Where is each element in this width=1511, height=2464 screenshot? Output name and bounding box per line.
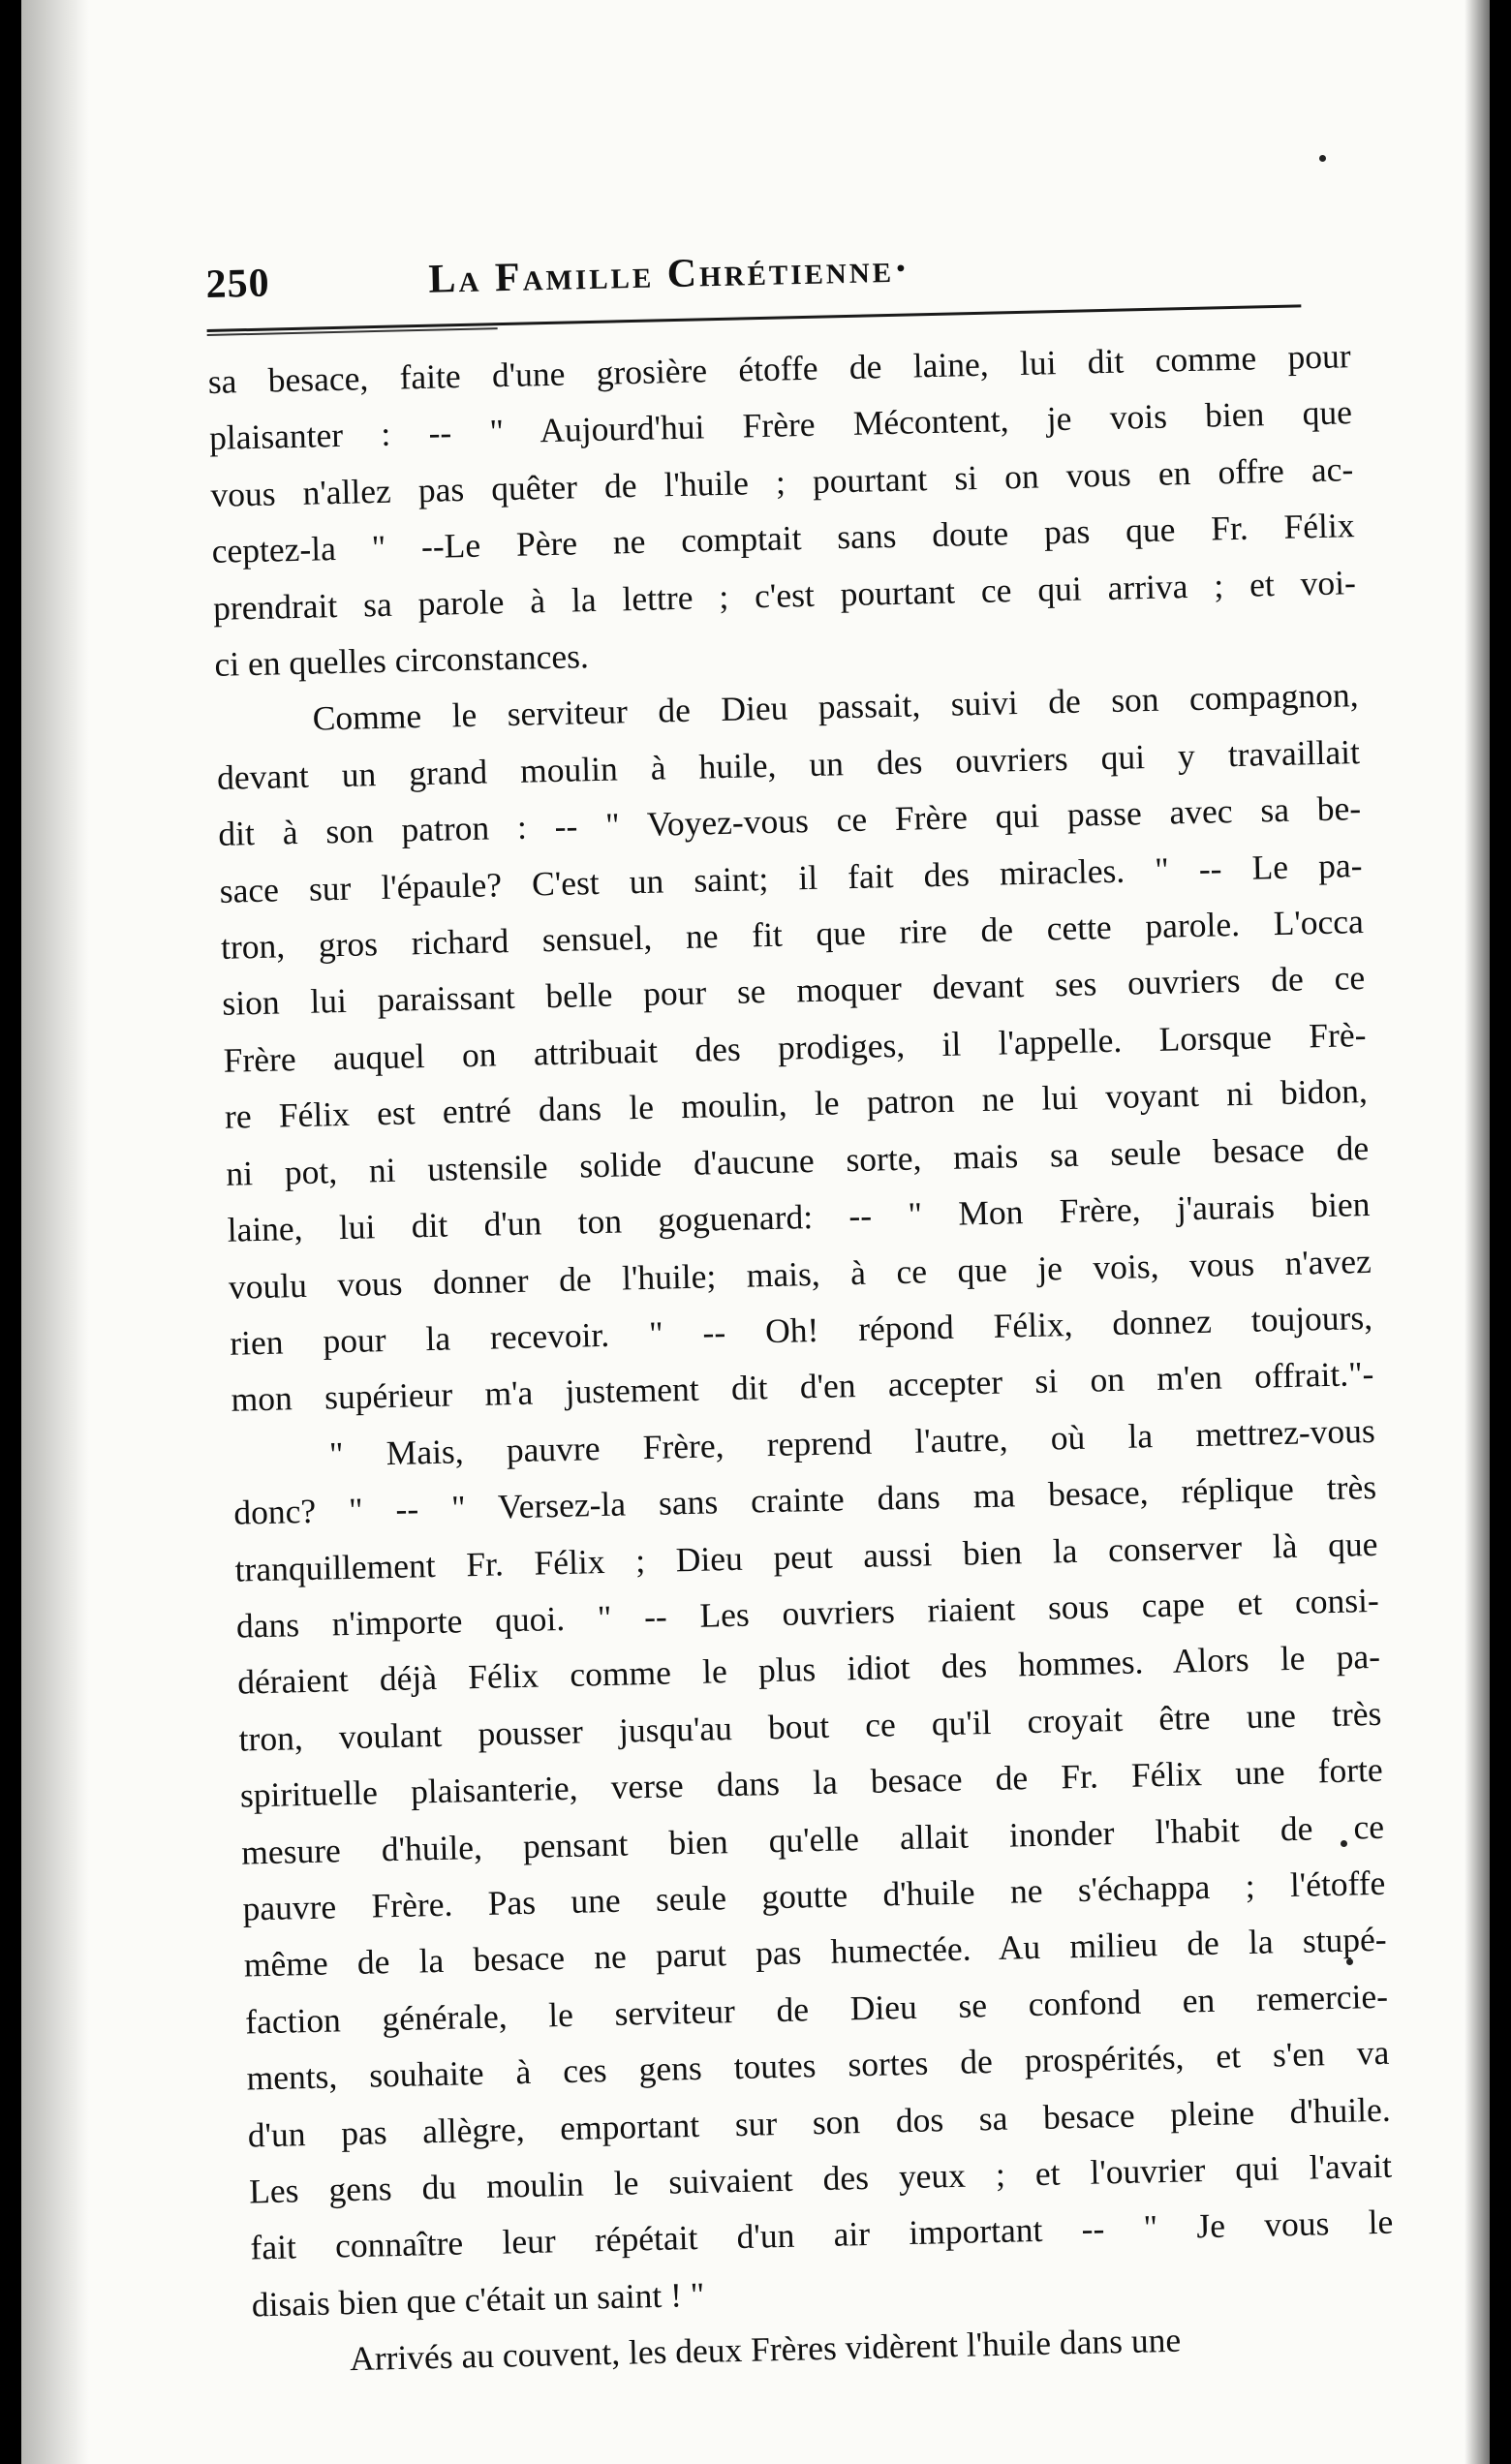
text-line: spirituelle plaisanterie, verse dans la besace de Fr. Félix une forte [239,1749,1384,1815]
text-line: Les gens du moulin le suivaient des yeux ; et l'ouvrier qui l'avait [248,2145,1393,2211]
page-number: 250 [205,261,271,307]
text-line: fait connaître leur répétait d'un air important -- " Je vous le [250,2202,1394,2267]
text-line: faction générale, le serviteur de Dieu se confond en remercie- [244,1976,1389,2042]
text-line: tron, voulant pousser jusqu'au bout ce qu'il croyait être une très [238,1693,1382,1759]
text-line: prendrait sa parole à la lettre ; c'est pourtant ce qui arriva ; et voi- [212,562,1357,628]
text-line: " Mais, pauvre Frère, reprend l'autre, où la mettrez-vous [328,1410,1376,1474]
body-text [207,327,1396,2389]
scan-speck [1319,155,1326,162]
page-header [205,235,1349,323]
text-line: dans n'importe quoi. " -- Les ouvriers riaient sous cape et consi- [235,1580,1380,1646]
text-line: tranquillement Fr. Félix ; Dieu peut aussi bien la conserver là que [234,1524,1378,1589]
text-line: ci en quelles circonstances. [213,636,590,684]
text-line: re Félix est entré dans le moulin, le patron ne lui voyant ni bidon, [224,1071,1369,1137]
book-page [21,0,1490,2464]
text-line: déraient déjà Félix comme le plus idiot des hommes. Alors le pa- [236,1637,1381,1702]
text-line: ments, souhaite à ces gens toutes sortes de prospérités, et s'en va [246,2032,1390,2098]
text-line: vous n'allez pas quêter de l'huile ; pourtant si on vous en offre ac- [210,448,1354,514]
text-line: pauvre Frère. Pas une seule goutte d'huile ne s'échappa ; l'étoffe [242,1863,1386,1928]
page-text-block [205,235,1397,2389]
text-line: tron, gros richard sensuel, ne fit que rire de cette parole. L'occa [220,902,1365,967]
text-line: rien pour la recevoir. " -- Oh! répond Félix, donnez toujours, [229,1297,1373,1363]
text-line: donc? " -- " Versez-la sans crainte dans ma besace, réplique très [232,1467,1377,1532]
text-line: disais bien que c'était un saint ! " [251,2274,705,2325]
text-line: même de la besace ne parut pas humectée. Au milieu de la stupé- [243,1920,1388,1985]
running-title: La Famille Chrétienne· [427,246,911,302]
text-line: devant un grand moulin à huile, un des ouvriers qui y travaillait [216,731,1361,797]
text-line: mon supérieur m'a justement dit d'en accepter si on m'en offrait."- [231,1354,1374,1420]
text-line: sion lui paraissant belle pour se moquer devant ses ouvriers de ce [221,958,1366,1024]
text-line: Arrivés au couvent, les deux Frères vidèrent l'huile dans une [349,2320,1182,2379]
text-line: dit à son patron : -- " Voyez-vous ce Frère qui passe avec sa be- [217,788,1362,854]
text-line: ceptez-la " --Le Père ne comptait sans doute pas que Fr. Félix [211,506,1355,571]
text-line: d'un pas allègre, emportant sur son dos sa besace pleine d'huile. [247,2089,1392,2155]
text-line: laine, lui dit d'un ton goguenard: -- " Mon Frère, j'aurais bien [227,1185,1371,1249]
text-line: plaisanter : -- " Aujourd'hui Frère Mécontent, je vois bien que [208,392,1353,458]
text-line: Comme le serviteur de Dieu passait, suivi de son compagnon, [312,675,1359,739]
text-line: Frère auquel on attribuait des prodiges, il l'appelle. Lorsque Frè- [223,1014,1367,1080]
text-line: sa besace, faite d'une grosière étoffe de laine, lui dit comme pour [207,336,1351,401]
page-edge-shadow [1465,0,1490,2464]
page-gutter-shadow [21,0,89,2464]
text-line: voulu vous donner de l'huile; mais, à ce que je vois, vous n'avez [228,1241,1372,1307]
text-line: sace sur l'épaule? C'est un saint; il fait des miracles. " -- Le pa- [219,845,1363,910]
text-line: ni pot, ni ustensile solide d'aucune sorte, mais sa seule besace de [225,1127,1370,1193]
text-line: mesure d'huile, pensant bien qu'elle allait inonder l'habit de ce [240,1806,1385,1872]
